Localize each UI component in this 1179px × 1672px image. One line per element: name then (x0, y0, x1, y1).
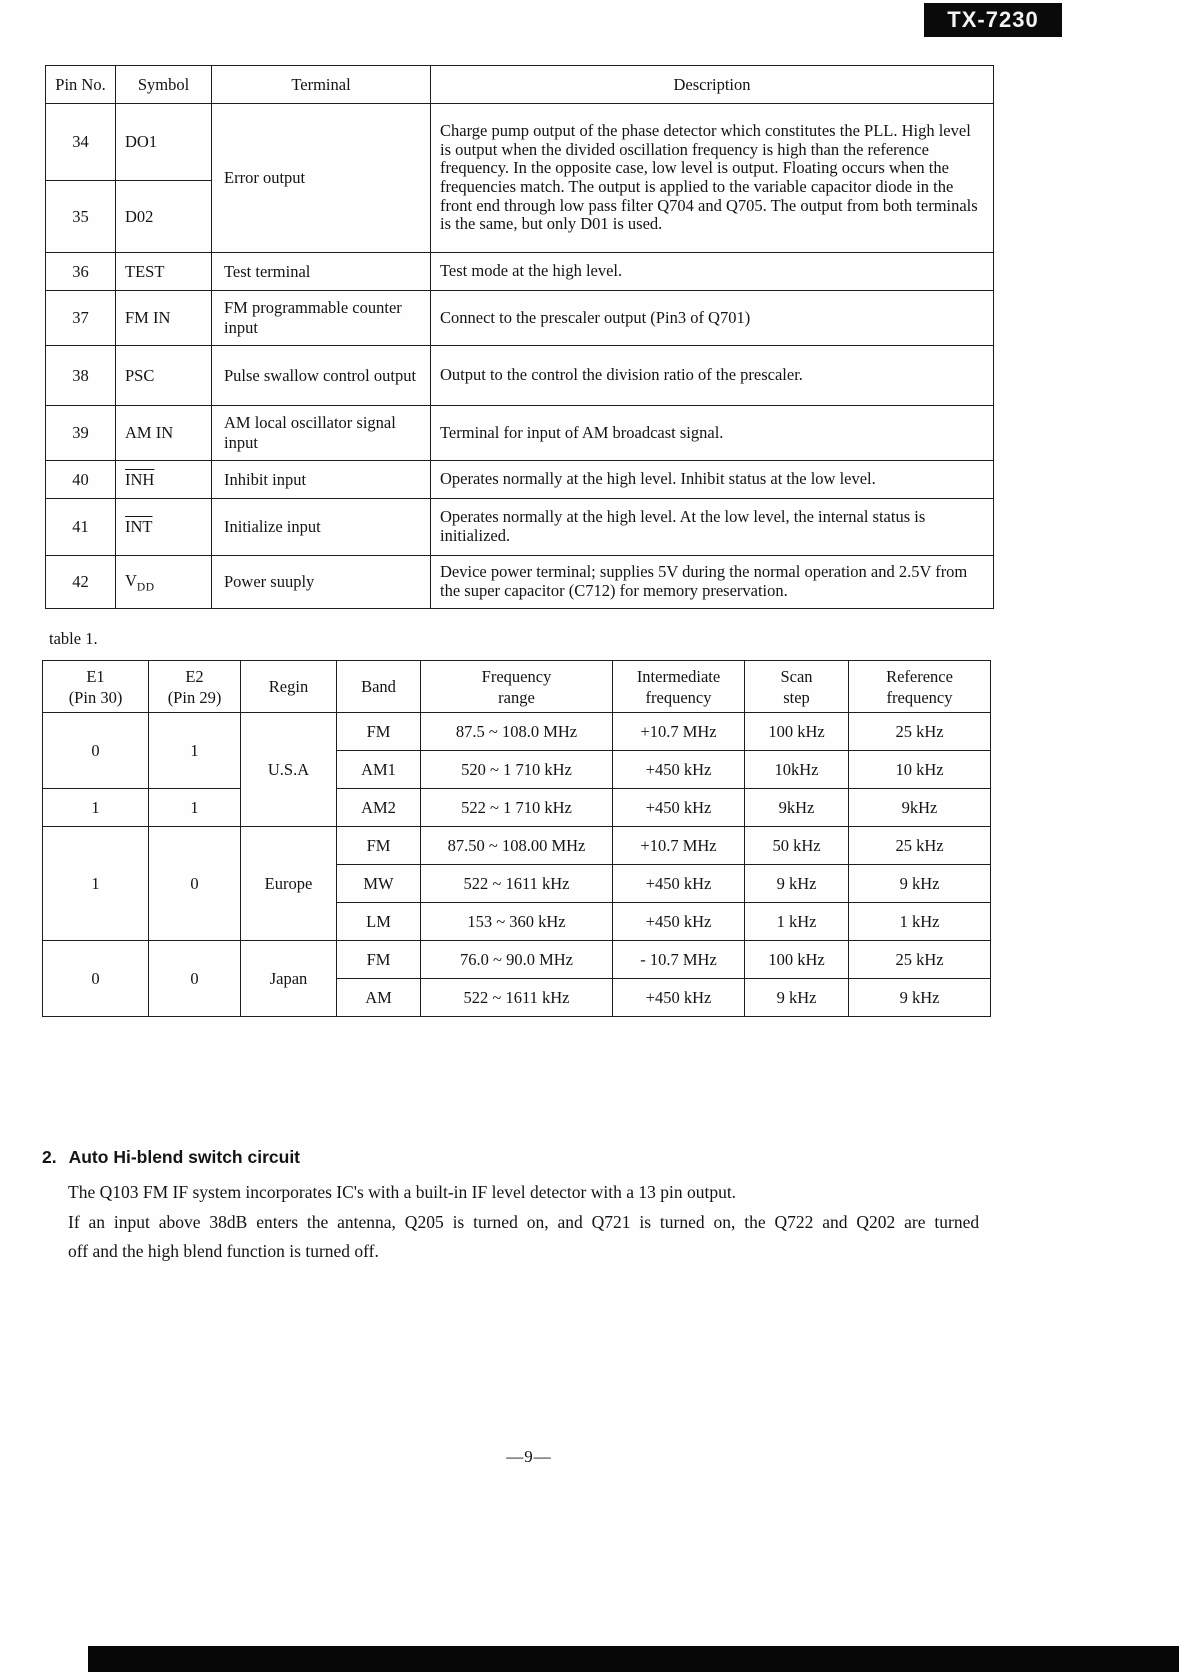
band-cell: AM2 (337, 789, 421, 827)
table-row (46, 406, 994, 461)
if-cell: +450 kHz (613, 751, 745, 789)
description-cell: Terminal for input of AM broadcast signal. (431, 406, 994, 461)
region-cell: Europe (241, 827, 337, 941)
table-row (46, 499, 994, 556)
terminal-cell: FM programmable counter input (212, 291, 431, 346)
band-cell: MW (337, 865, 421, 903)
frequency-table (42, 660, 991, 1017)
band-cell: FM (337, 941, 421, 979)
scan-cell: 10kHz (745, 751, 849, 789)
table-row (46, 346, 994, 406)
body-paragraph (68, 1178, 1076, 1267)
scan-cell: 100 kHz (745, 941, 849, 979)
band-cell: AM (337, 979, 421, 1017)
description-cell: Operates normally at the high level. Inhibit status at the low level. (431, 461, 994, 499)
header-e1: E1 (Pin 30) (43, 661, 149, 713)
terminal-cell: Initialize input (212, 499, 431, 556)
description-cell: Output to the control the division ratio of the prescaler. (431, 346, 994, 406)
header-terminal: Terminal (212, 66, 431, 104)
page-number: —9— (506, 1447, 552, 1466)
range-cell: 153 ~ 360 kHz (421, 903, 613, 941)
header-pin-no: Pin No. (46, 66, 116, 104)
terminal-cell: Pulse swallow control output (212, 346, 431, 406)
header-frequency-range: Frequency range (421, 661, 613, 713)
pin-description-table (45, 65, 994, 609)
e1-value: 0 (43, 713, 149, 789)
if-cell: +450 kHz (613, 979, 745, 1017)
description-cell: Charge pump output of the phase detector which constitutes the PLL. High level is output when the divided oscillation frequency is high than the reference frequency. In the opposite case, low level is output. Floating occurs when the frequencies match. The output is applied to the variable capacitor diode in the front end through low pass filter Q704 and Q705. The output from both terminals is the same, but only D01 is used. (431, 104, 994, 253)
paragraph-line: The Q103 FM IF system incorporates IC's with a built-in IF level detector with a 13 pin output. (68, 1182, 737, 1202)
pin-symbol: $\overline{INH}$ (116, 461, 212, 499)
section-heading (42, 1147, 300, 1168)
table-row (43, 713, 991, 751)
model-badge: TX-7230 (924, 3, 1062, 37)
table-caption: table 1. (49, 629, 98, 648)
range-cell: 87.50 ~ 108.00 MHz (421, 827, 613, 865)
header-reference-frequency: Reference frequency (849, 661, 991, 713)
pin-number: 35 (46, 181, 116, 253)
pin-number: 41 (46, 499, 116, 556)
region-cell: U.S.A (241, 713, 337, 827)
pin-symbol: FM IN (116, 291, 212, 346)
if-cell: - 10.7 MHz (613, 941, 745, 979)
header-region: Regin (241, 661, 337, 713)
if-cell: +10.7 MHz (613, 827, 745, 865)
ref-cell: 25 kHz (849, 827, 991, 865)
ref-cell: 9kHz (849, 789, 991, 827)
table-row (46, 253, 994, 291)
band-cell: AM1 (337, 751, 421, 789)
pin-number: 36 (46, 253, 116, 291)
description-cell: Test mode at the high level. (431, 253, 994, 291)
scan-cell: 9 kHz (745, 979, 849, 1017)
description-cell: Device power terminal; supplies 5V during the normal operation and 2.5V from the super capacitor (C712) for memory preservation. (431, 556, 994, 609)
ref-cell: 1 kHz (849, 903, 991, 941)
region-cell: Japan (241, 941, 337, 1017)
range-cell: 520 ~ 1 710 kHz (421, 751, 613, 789)
range-cell: 76.0 ~ 90.0 MHz (421, 941, 613, 979)
table-row (43, 789, 991, 827)
e1-value: 1 (43, 789, 149, 827)
section-number: 2. (42, 1147, 57, 1167)
terminal-cell: Error output (212, 104, 431, 253)
paragraph-line: off and the high blend function is turned off. (68, 1241, 379, 1261)
range-cell: 87.5 ~ 108.0 MHz (421, 713, 613, 751)
description-cell: Connect to the prescaler output (Pin3 of Q701) (431, 291, 994, 346)
pin-number: 42 (46, 556, 116, 609)
band-cell: LM (337, 903, 421, 941)
scan-cell: 9 kHz (745, 865, 849, 903)
paragraph-line: If an input above 38dB enters the antenna, Q205 is turned on, and Q721 is turned on, the Q722 and Q202 are turned (68, 1211, 980, 1232)
ref-cell: 10 kHz (849, 751, 991, 789)
e2-value: 1 (149, 713, 241, 789)
pin-symbol: AM IN (116, 406, 212, 461)
header-intermediate-frequency: Intermediate frequency (613, 661, 745, 713)
scan-cell: 9kHz (745, 789, 849, 827)
range-cell: 522 ~ 1 710 kHz (421, 789, 613, 827)
e2-value: 1 (149, 789, 241, 827)
if-cell: +450 kHz (613, 789, 745, 827)
pin-symbol: $\overline{INT}$ (116, 499, 212, 556)
scan-artifact-bar (88, 1646, 1179, 1672)
freq-table-header-row (43, 661, 991, 713)
table-row (46, 461, 994, 499)
ref-cell: 9 kHz (849, 979, 991, 1017)
pin-number: 38 (46, 346, 116, 406)
ref-cell: 9 kHz (849, 865, 991, 903)
pin-symbol: TEST (116, 253, 212, 291)
table-row (46, 291, 994, 346)
ref-cell: 25 kHz (849, 713, 991, 751)
description-cell: Operates normally at the high level. At the low level, the internal status is initialized. (431, 499, 994, 556)
terminal-cell: Test terminal (212, 253, 431, 291)
pin-number: 39 (46, 406, 116, 461)
table-row (46, 556, 994, 609)
scan-cell: 100 kHz (745, 713, 849, 751)
terminal-cell: Power suuply (212, 556, 431, 609)
terminal-cell: AM local oscillator signal input (212, 406, 431, 461)
pin-number: 34 (46, 104, 116, 181)
band-cell: FM (337, 827, 421, 865)
e1-value: 0 (43, 941, 149, 1017)
header-band: Band (337, 661, 421, 713)
table-row (46, 104, 994, 181)
band-cell: FM (337, 713, 421, 751)
if-cell: +450 kHz (613, 903, 745, 941)
table-row (43, 827, 991, 865)
pin-symbol: DO1 (116, 104, 212, 181)
section-title: Auto Hi-blend switch circuit (68, 1147, 301, 1167)
pin-number: 40 (46, 461, 116, 499)
pin-number: 37 (46, 291, 116, 346)
e2-value: 0 (149, 827, 241, 941)
pin-table-header-row (46, 66, 994, 104)
e1-value: 1 (43, 827, 149, 941)
header-symbol: Symbol (116, 66, 212, 104)
range-cell: 522 ~ 1611 kHz (421, 979, 613, 1017)
header-scan-step: Scan step (745, 661, 849, 713)
symbol-subscript: DD (136, 581, 155, 594)
terminal-cell: Inhibit input (212, 461, 431, 499)
pin-symbol: D02 (116, 181, 212, 253)
pin-symbol: PSC (116, 346, 212, 406)
e2-value: 0 (149, 941, 241, 1017)
scan-cell: 50 kHz (745, 827, 849, 865)
header-description: Description (431, 66, 994, 104)
if-cell: +10.7 MHz (613, 713, 745, 751)
pin-symbol: $V_{DD}$ (116, 556, 212, 609)
scan-cell: 1 kHz (745, 903, 849, 941)
range-cell: 522 ~ 1611 kHz (421, 865, 613, 903)
if-cell: +450 kHz (613, 865, 745, 903)
header-e2: E2 (Pin 29) (149, 661, 241, 713)
ref-cell: 25 kHz (849, 941, 991, 979)
table-row (43, 941, 991, 979)
